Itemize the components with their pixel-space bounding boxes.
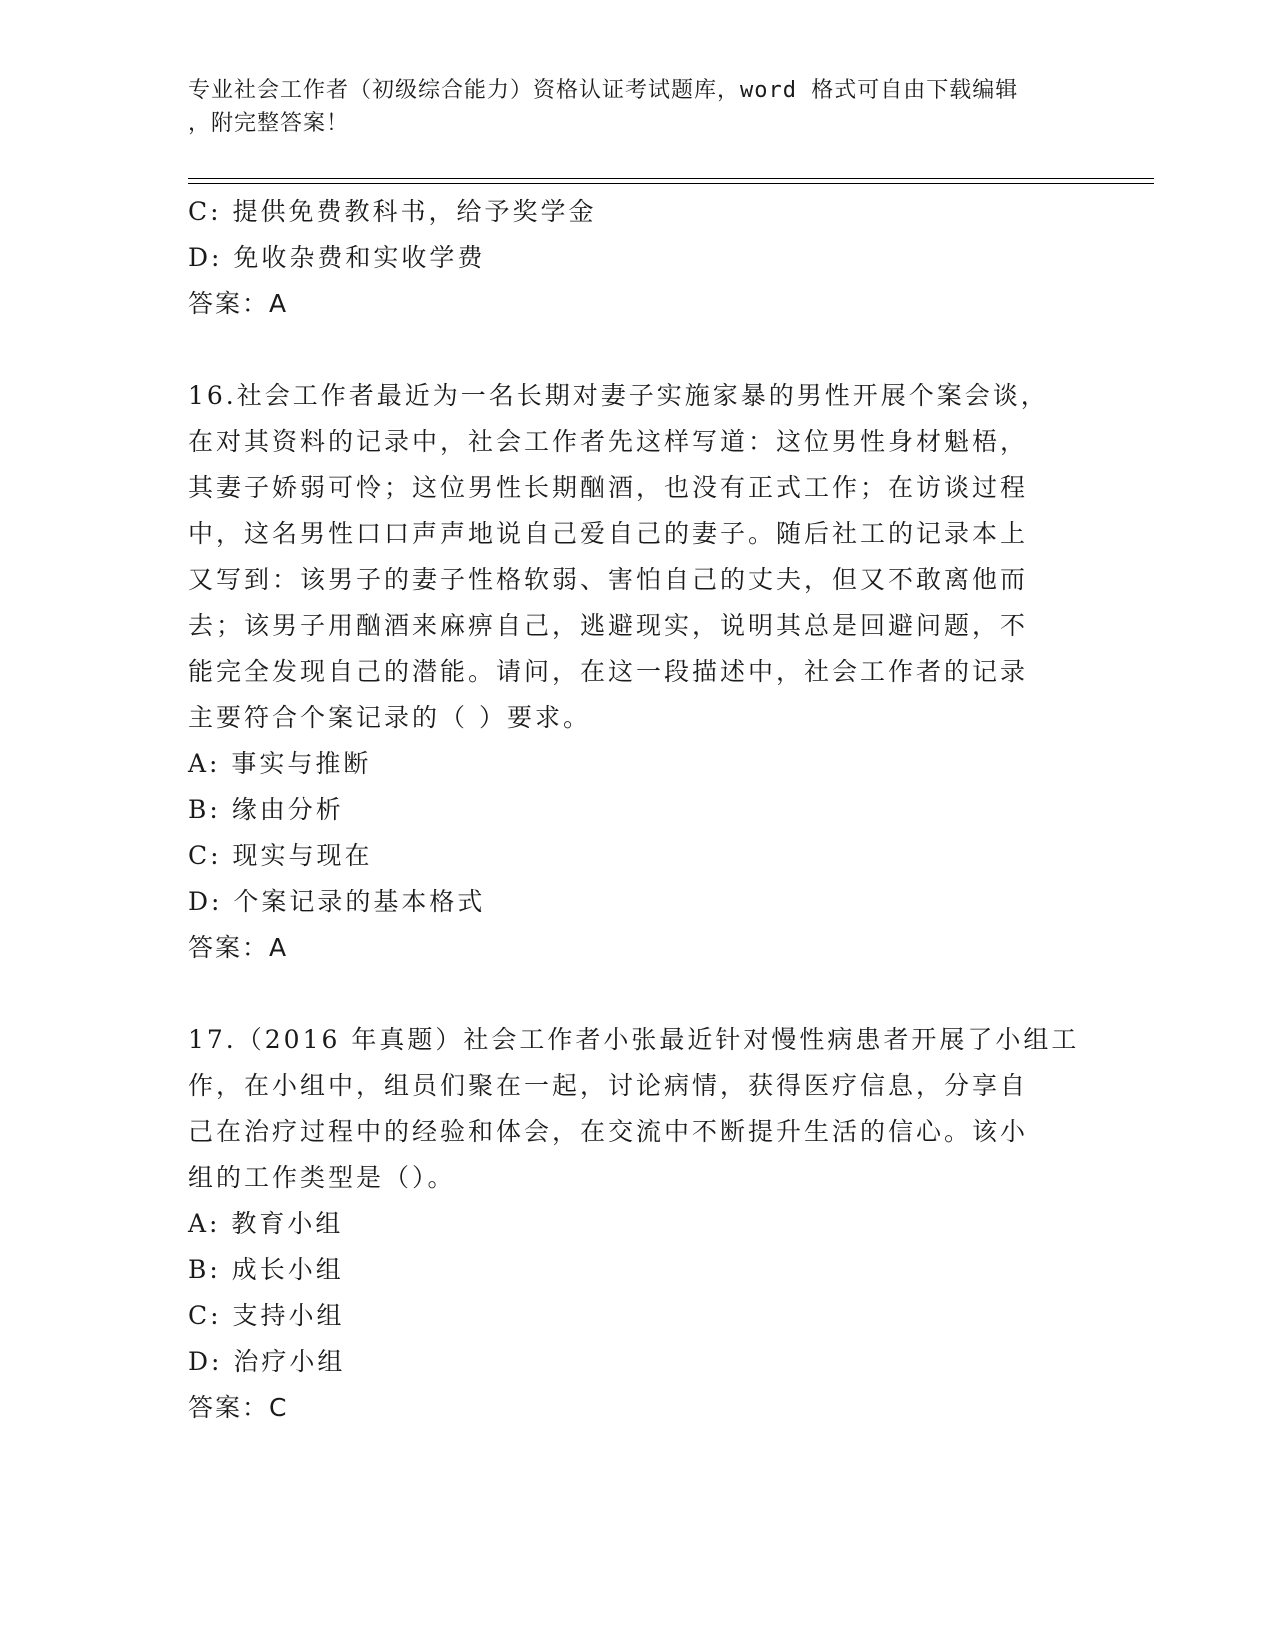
question-text-line: 组的工作类型是（）。	[188, 1163, 456, 1192]
option-c: C: 提供免费教科书，给予奖学金	[188, 197, 597, 226]
question-text-line: 作，在小组中，组员们聚在一起，讨论病情，获得医疗信息，分享自	[188, 1071, 1029, 1100]
header-divider-top	[188, 178, 1154, 179]
question-text-line: 中，这名男性口口声声地说自己爱自己的妻子。随后社工的记录本上	[188, 519, 1029, 548]
document-body	[188, 189, 1088, 1431]
question-text-line: 己在治疗过程中的经验和体会，在交流中不断提升生活的信心。该小	[188, 1117, 1029, 1146]
option-d: D: 治疗小组	[188, 1347, 346, 1376]
question-text-line: 又写到：该男子的妻子性格软弱、害怕自己的丈夫，但又不敢离他而	[188, 565, 1029, 594]
question-text-line: 17.（2016 年真题）社会工作者小张最近针对慢性病患者开展了小组工	[188, 1025, 1080, 1054]
option-c: C: 现实与现在	[188, 841, 373, 870]
question-text-line: 16.社会工作者最近为一名长期对妻子实施家暴的男性开展个案会谈，	[188, 381, 1049, 410]
question-17	[188, 1017, 1088, 1431]
header-divider-bottom	[188, 183, 1154, 184]
spacer	[188, 327, 1088, 373]
question-text-line: 去；该男子用酗酒来麻痹自己，逃避现实，说明其总是回避问题，不	[188, 611, 1029, 640]
question-text-line: 其妻子娇弱可怜；这位男性长期酗酒，也没有正式工作；在访谈过程	[188, 473, 1029, 502]
question-16	[188, 373, 1088, 971]
header-line-1: 专业社会工作者（初级综合能力）资格认证考试题库，word 格式可自由下载编辑	[188, 78, 1019, 103]
document-header	[188, 74, 1078, 140]
option-d: D: 个案记录的基本格式	[188, 887, 486, 916]
option-b: B: 缘由分析	[188, 795, 344, 824]
option-b: B: 成长小组	[188, 1255, 344, 1284]
answer-line: 答案：C	[188, 1393, 289, 1422]
answer-line: 答案：A	[188, 933, 289, 962]
option-a: A: 教育小组	[188, 1209, 344, 1238]
question-text-line: 在对其资料的记录中，社会工作者先这样写道：这位男性身材魁梧，	[188, 427, 1029, 456]
option-c: C: 支持小组	[188, 1301, 345, 1330]
header-line-2: ，附完整答案！	[188, 111, 350, 136]
option-d: D: 免收杂费和实收学费	[188, 243, 486, 272]
answer-line: 答案：A	[188, 289, 289, 318]
question-15-tail	[188, 189, 1088, 327]
spacer	[188, 971, 1088, 1017]
question-text-line: 主要符合个案记录的（ ）要求。	[188, 703, 591, 732]
option-a: A: 事实与推断	[188, 749, 372, 778]
question-text-line: 能完全发现自己的潜能。请问，在这一段描述中，社会工作者的记录	[188, 657, 1029, 686]
